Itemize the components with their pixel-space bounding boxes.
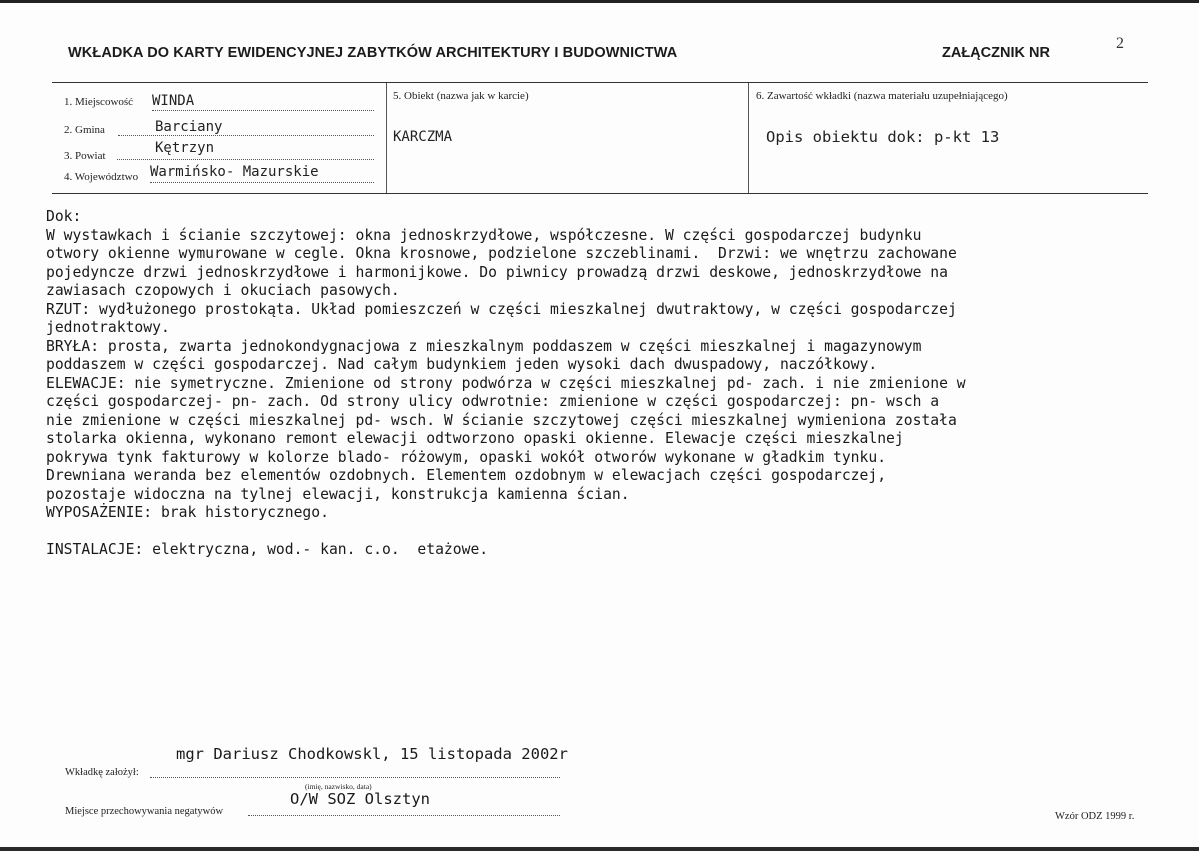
wojewodztwo-value: Warmińsko- Mazurskie bbox=[150, 164, 319, 180]
author-hint: (imię, nazwisko, data) bbox=[305, 782, 372, 791]
negatives-label: Miejsce przechowywania negatywów bbox=[65, 806, 224, 817]
powiat-line bbox=[117, 159, 374, 160]
author-value: mgr Dariusz Chodkowskl, 15 listopada 2002r bbox=[176, 745, 568, 763]
description-line: stolarka okienna, wykonano remont elewacji odtworzono opaski okienne. Elewacje części mieszkalnej bbox=[46, 430, 904, 447]
description-line: Dok: bbox=[46, 208, 82, 225]
miejscowosc-label: 1. Miejscowość bbox=[64, 96, 134, 108]
description-line: jednotraktowy. bbox=[46, 319, 170, 336]
description-line: pozostaje widoczna na tylnej elewacji, konstrukcja kamienna ścian. bbox=[46, 485, 630, 503]
form-model: Wzór ODZ 1999 r. bbox=[1055, 811, 1135, 822]
author-label: Wkładkę założył: bbox=[65, 767, 139, 778]
description-line: pokrywa tynk fakturowy w kolorze blado- różowym, opaski wokół otworów wykonane w gładkim tynku. bbox=[46, 448, 887, 466]
description-line: BRYŁA: prosta, zwarta jednokondygnacjowa z mieszkalnym poddaszem w części mieszkalnej i magazynowym bbox=[46, 337, 922, 355]
description-line: INSTALACJE: elektryczna, wod.- kan. c.o. etażowe. bbox=[46, 541, 489, 558]
object-label: 5. Obiekt (nazwa jak w karcie) bbox=[393, 90, 529, 102]
description-line: RZUT: wydłużonego prostokąta. Układ pomieszczeń w części mieszkalnej dwutraktowy, w części gospodarczej bbox=[46, 300, 957, 318]
wojewodztwo-line bbox=[150, 182, 374, 183]
description-line: nie zmienione w części mieszkalnej pd- wsch. W ścianie szczytowej części mieszkalnej wymieniona została bbox=[46, 411, 957, 429]
form-title: WKŁADKA DO KARTY EWIDENCYJNEJ ZABYTKÓW ARCHITEKTURY I BUDOWNICTWA bbox=[68, 45, 678, 61]
wojewodztwo-label: 4. Województwo bbox=[64, 171, 139, 183]
object-value: KARCZMA bbox=[393, 129, 453, 145]
description-line: pojedyncze drzwi jednoskrzydłowe i harmonijkowe. Do piwnicy prowadzą drzwi deskowe, jednoskrzydłowe na bbox=[46, 263, 948, 281]
gmina-line bbox=[118, 135, 374, 136]
description-line: W wystawkach i ścianie szczytowej: okna jednoskrzydłowe, współczesne. W części gospodarczej budynku bbox=[46, 226, 922, 244]
description-line: WYPOSAŻENIE: brak historycznego. bbox=[46, 504, 329, 521]
contents-label: 6. Zawartość wkładki (nazwa materiału uzupełniającego) bbox=[756, 90, 1008, 102]
identification-table bbox=[52, 82, 1148, 194]
description-body bbox=[46, 208, 1156, 560]
scan-edge-top bbox=[0, 0, 1199, 3]
miejscowosc-value: WINDA bbox=[152, 93, 195, 109]
author-line bbox=[150, 777, 560, 778]
miejscowosc-line bbox=[152, 110, 374, 111]
column-divider bbox=[386, 83, 387, 193]
negatives-line bbox=[248, 815, 560, 816]
description-line: Drewniana weranda bez elementów ozdobnych. Elementem ozdobnym w elewacjach części gospodarczej, bbox=[46, 467, 887, 484]
scan-edge-bottom bbox=[0, 847, 1199, 851]
powiat-value: Kętrzyn bbox=[155, 140, 215, 156]
description-line: otwory okienne wymurowane w cegle. Okna krosnowe, podzielone szczeblinami. Drzwi: we wnętrzu zachowane bbox=[46, 245, 957, 262]
contents-value: Opis obiektu dok: p-kt 13 bbox=[766, 128, 1000, 146]
annex-label: ZAŁĄCZNIK NR bbox=[942, 45, 1050, 61]
negatives-value: O/W SOZ Olsztyn bbox=[290, 790, 430, 808]
powiat-label: 3. Powiat bbox=[64, 150, 106, 162]
description-line bbox=[46, 523, 1156, 542]
column-divider bbox=[748, 83, 749, 193]
gmina-label: 2. Gmina bbox=[64, 124, 105, 136]
annex-number: 2 bbox=[1116, 35, 1124, 52]
description-line: ELEWACJE: nie symetryczne. Zmienione od strony podwórza w części mieszkalnej pd- zach. i nie zmienione w bbox=[46, 374, 966, 392]
description-line: poddaszem w części gospodarczej. Nad całym budynkiem jeden wysoki dach dwuspadowy, naczółkowy. bbox=[46, 356, 878, 373]
description-line: zawiasach czopowych i okuciach pasowych. bbox=[46, 282, 400, 299]
gmina-value: Barciany bbox=[155, 119, 223, 135]
description-line: części gospodarczej- pn- zach. Od strony ulicy odwrotnie: zmienione w części gospodarczej: pn- wsch a bbox=[46, 393, 940, 410]
